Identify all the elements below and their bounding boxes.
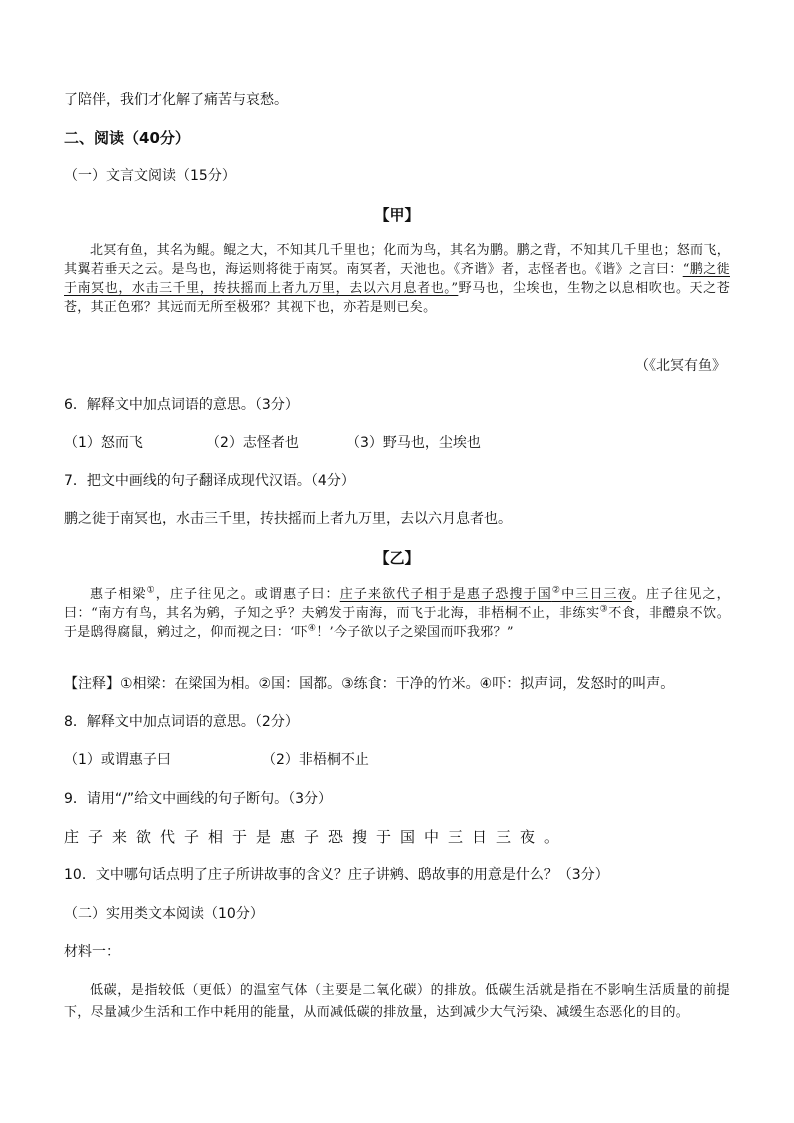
notes: 【注释】①相梁：在梁国为相。②国：国都。③练食：干净的竹米。④吓：拟声词，发怒时的叫声。: [64, 676, 675, 692]
passage-jia-text1: 北冥有鱼，其名为鲲。鲲之大，不知其几千里也；化而为鸟，其名为鹏。鹏之背，不知其几千里也；怒而飞，其翼若垂天之云。是鸟也，海运则将徙于南冥。南冥者，天池也。《齐谐》者，志怪者也。《谐》之言曰：: [64, 243, 730, 277]
question-6-item-1: （1）怒而飞: [64, 435, 143, 451]
passage-yi-text-c: 。庄子往见之，曰：“南方有鸟，其名为鹓，子知之乎？夫鹓发于南海，而飞于北海，非梧桐不止，非练实: [64, 587, 730, 621]
passage-jia-underlined: “鹏之徙于南冥也，水击三千里，抟扶摇而上者九万里，去以六月息者也。”: [64, 262, 730, 296]
question-8-item-2: （2）非梧桐不止: [262, 752, 369, 768]
question-6-item-2: （2）志怪者也: [206, 435, 299, 451]
passage-yi-text-a: 惠子相梁: [90, 587, 147, 602]
top-line: 了陪伴，我们才化解了痛苦与哀愁。: [64, 92, 288, 108]
part2-title: （二）实用类文本阅读（10分）: [64, 906, 264, 922]
question-8-item-1: （1）或谓惠子曰: [64, 752, 171, 768]
footnote-mark-4: ④: [307, 623, 317, 634]
question-7-sentence: 鹏之徙于南冥也，水击三千里，抟扶摇而上者九万里，去以六月息者也。: [64, 511, 512, 527]
question-9: 9．请用“/”给文中画线的句子断句。（3分）: [64, 791, 333, 807]
footnote-mark-3: ③: [599, 604, 609, 615]
material-1-label: 材料一：: [64, 944, 120, 960]
passage-jia-text2: 野马也，尘埃也，生物之以息相吹也。天之苍苍，其正色邪？其远而无所至极邪？其视下也，亦若是则已矣。: [64, 281, 730, 315]
passage-jia: [64, 241, 730, 317]
question-9-sentence: 庄子来欲代子相于是惠子恐搜于国中三日三夜。: [64, 828, 569, 846]
passage-yi-text-d: 不食，非醴泉不饮。于是鸱得腐鼠，鹓过之，仰而视之曰：‘吓: [64, 606, 731, 640]
question-6-item-3: （3）野马也，尘埃也: [346, 435, 481, 451]
part1-title: （一）文言文阅读（15分）: [64, 168, 236, 184]
question-7: 7．把文中画线的句子翻译成现代汉语。（4分）: [64, 473, 355, 489]
question-6: 6．解释文中加点词语的意思。（3分）: [64, 397, 299, 413]
passage-yi-underlined-2: 中三日三夜: [561, 587, 632, 602]
passage-jia-source: （《北冥有鱼》: [635, 358, 726, 374]
passage-yi-underlined: [340, 587, 632, 602]
passage-yi-underlined-1: 庄子来欲代子相于是惠子恐搜于国: [339, 587, 552, 602]
passage-yi-text-b: ，庄子往见之。或谓惠子曰：: [155, 587, 340, 602]
footnote-mark-2: ②: [551, 585, 562, 596]
passage-jia-title: 【甲】: [374, 206, 420, 224]
passage-yi-title: 【乙】: [374, 549, 420, 567]
question-8: 8．解释文中加点词语的意思。（2分）: [64, 714, 299, 730]
section-title: 二、阅读（40分）: [64, 129, 190, 147]
passage-yi-text-e: ！’今子欲以子之梁国而吓我邪？”: [316, 625, 514, 640]
question-10: 10．文中哪句话点明了庄子所讲故事的含义？庄子讲鹓、鸱故事的用意是什么？（3分）: [64, 867, 609, 883]
material-1-text: 低碳，是指较低（更低）的温室气体（主要是二氧化碳）的排放。低碳生活就是指在不影响生活质量的前提下，尽量减少生活和工作中耗用的能量，从而减低碳的排放量，达到减少大气污染、减缓生态恶化的目的。: [64, 983, 730, 1020]
footnote-mark-1: ①: [146, 585, 156, 596]
passage-yi: [64, 585, 730, 642]
